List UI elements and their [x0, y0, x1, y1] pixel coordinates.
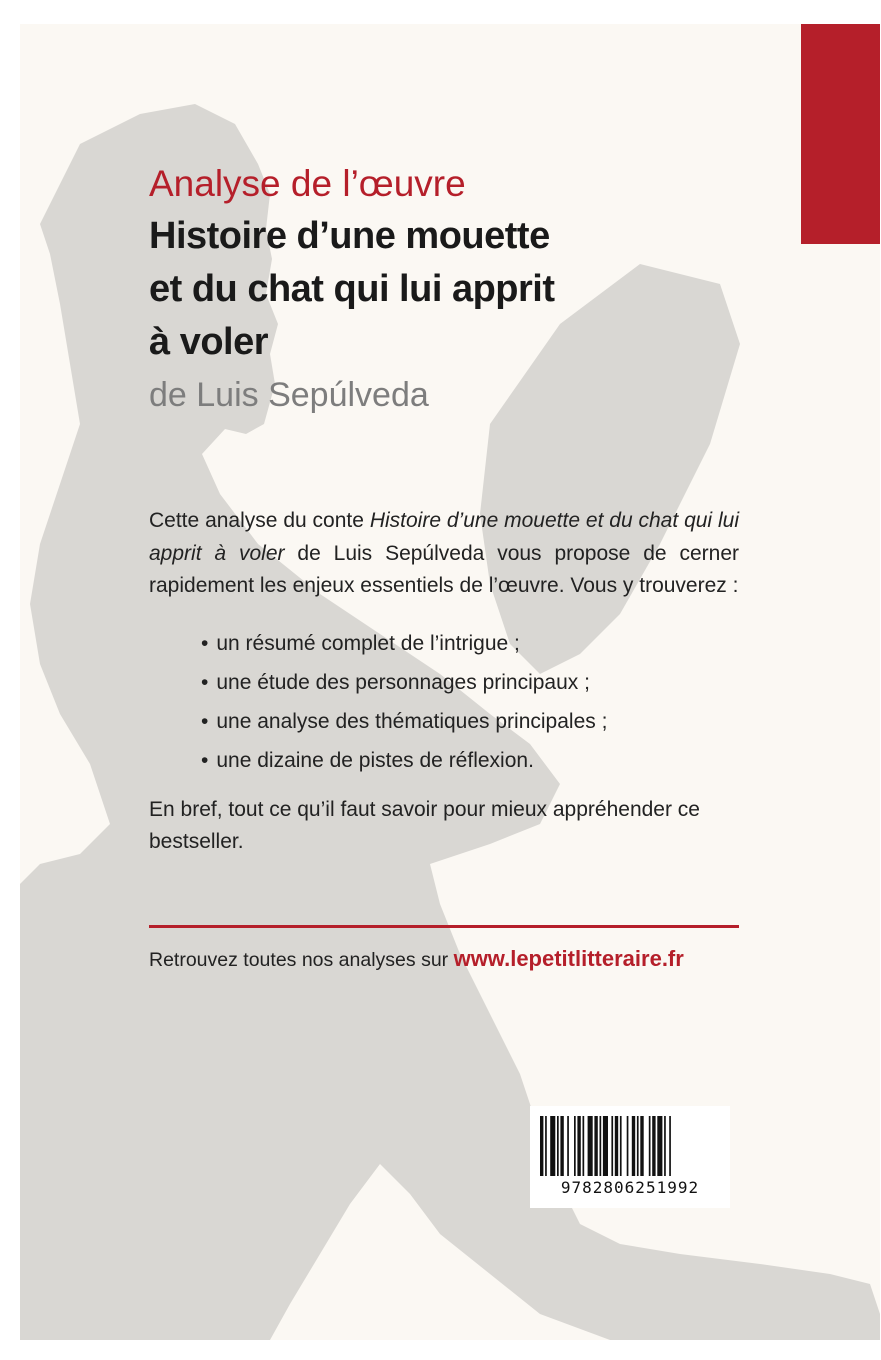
title-line-1: Histoire d’une mouette [149, 215, 550, 257]
barcode-bar [600, 1116, 602, 1176]
barcode-bar [611, 1116, 613, 1176]
barcode-bar [545, 1116, 547, 1176]
barcode-bar [632, 1116, 635, 1176]
barcode-bar [540, 1116, 543, 1176]
barcode-bar [657, 1116, 662, 1176]
barcode-bar [557, 1116, 559, 1176]
barcode-bar [615, 1116, 618, 1176]
barcode-bar [669, 1116, 671, 1176]
barcode-bar [574, 1116, 576, 1176]
cover-text [149, 162, 739, 975]
barcode-bar [560, 1116, 563, 1176]
barcode [530, 1106, 730, 1208]
book-title [149, 210, 739, 369]
list-item: • un résumé complet de l’intrigue ; [201, 624, 739, 663]
barcode-bar [652, 1116, 655, 1176]
barcode-bar [577, 1116, 580, 1176]
footer-text: Retrouvez toutes nos analyses sur [149, 948, 454, 971]
intro-paragraph [149, 505, 739, 603]
intro-text-1: Cette analyse du conte [149, 509, 370, 532]
intro-text-2: de Luis Sepúlveda vous propose de cerner rapidement les enjeux essentiels de l’œuvre. Vous y trouverez : [149, 541, 739, 597]
author-line: de Luis Sepúlveda [149, 376, 429, 414]
barcode-bar [640, 1116, 643, 1176]
footer-promo [149, 944, 739, 975]
title-line-3: à voler [149, 321, 269, 363]
barcode-bar [637, 1116, 639, 1176]
website-link[interactable]: www.lepetitlitteraire.fr [453, 945, 684, 971]
barcode-bars [538, 1116, 722, 1178]
barcode-bar [550, 1116, 555, 1176]
barcode-bar [649, 1116, 651, 1176]
list-item: • une dizaine de pistes de réflexion. [201, 741, 739, 780]
barcode-bar [627, 1116, 629, 1176]
barcode-bar [567, 1116, 569, 1176]
divider-line [149, 925, 739, 928]
outro-paragraph: En bref, tout ce qu’il faut savoir pour mieux appréhender ce bestseller. [149, 797, 700, 853]
isbn-number: 9782806251992 [560, 1178, 700, 1197]
barcode-bar [583, 1116, 585, 1176]
barcode-bar [664, 1116, 666, 1176]
list-item: • une analyse des thématiques principales ; [201, 702, 739, 741]
barcode-bar [594, 1116, 597, 1176]
contents-list [201, 624, 739, 780]
intro-book-title: Histoire d’une mouette et du chat qui lui apprit à voler [149, 509, 739, 565]
barcode-bar [588, 1116, 593, 1176]
book-back-cover [20, 24, 880, 1340]
barcode-bar [603, 1116, 608, 1176]
title-line-2: et du chat qui lui apprit [149, 268, 555, 310]
list-item: • une étude des personnages principaux ; [201, 663, 739, 702]
series-kicker: Analyse de l’œuvre [149, 163, 466, 204]
red-corner-tab [801, 24, 880, 244]
barcode-bar [620, 1116, 622, 1176]
